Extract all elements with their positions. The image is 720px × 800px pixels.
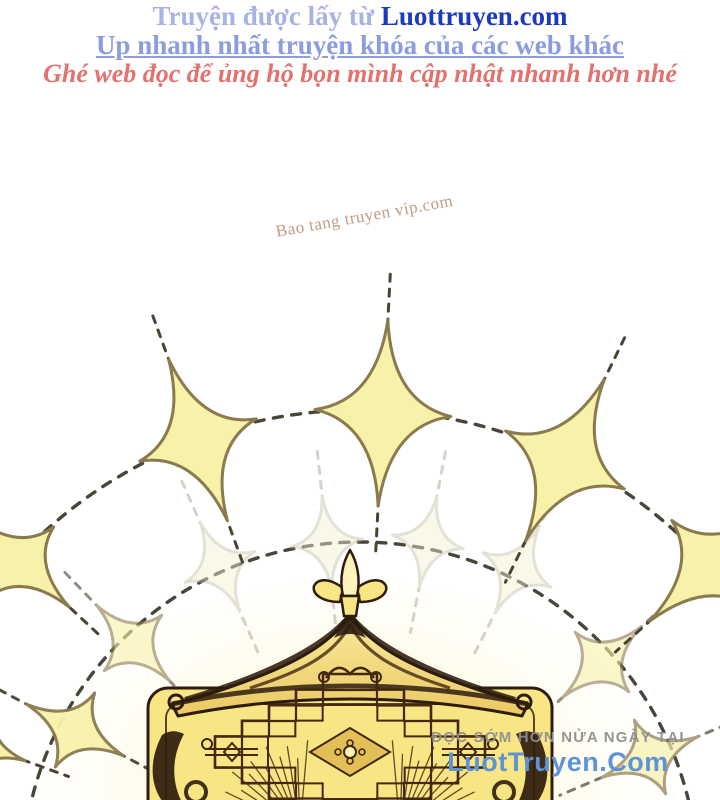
footer-promo (408, 729, 708, 778)
credit-line-1-sitename: Luottruyen.com (380, 1, 568, 31)
promo-sitename: LuotTruyen.Com (447, 747, 669, 777)
credit-line-3: Ghé web đọc để ủng hộ bọn mình cập nhật nhanh hơn nhé (43, 59, 677, 89)
watermark-text: Bao tang truyen vip.com (274, 190, 455, 241)
site-credit-header (0, 2, 720, 87)
credit-line-1-prefix: Truyện được lấy từ (152, 1, 375, 31)
credit-line-1 (0, 2, 720, 30)
promo-tagline: ĐỌC SỚM HƠN NỬA NGÀY TẠI (431, 729, 685, 746)
credit-line-2: Up nhanh nhất truyện khóa của các web khác (95, 30, 625, 61)
